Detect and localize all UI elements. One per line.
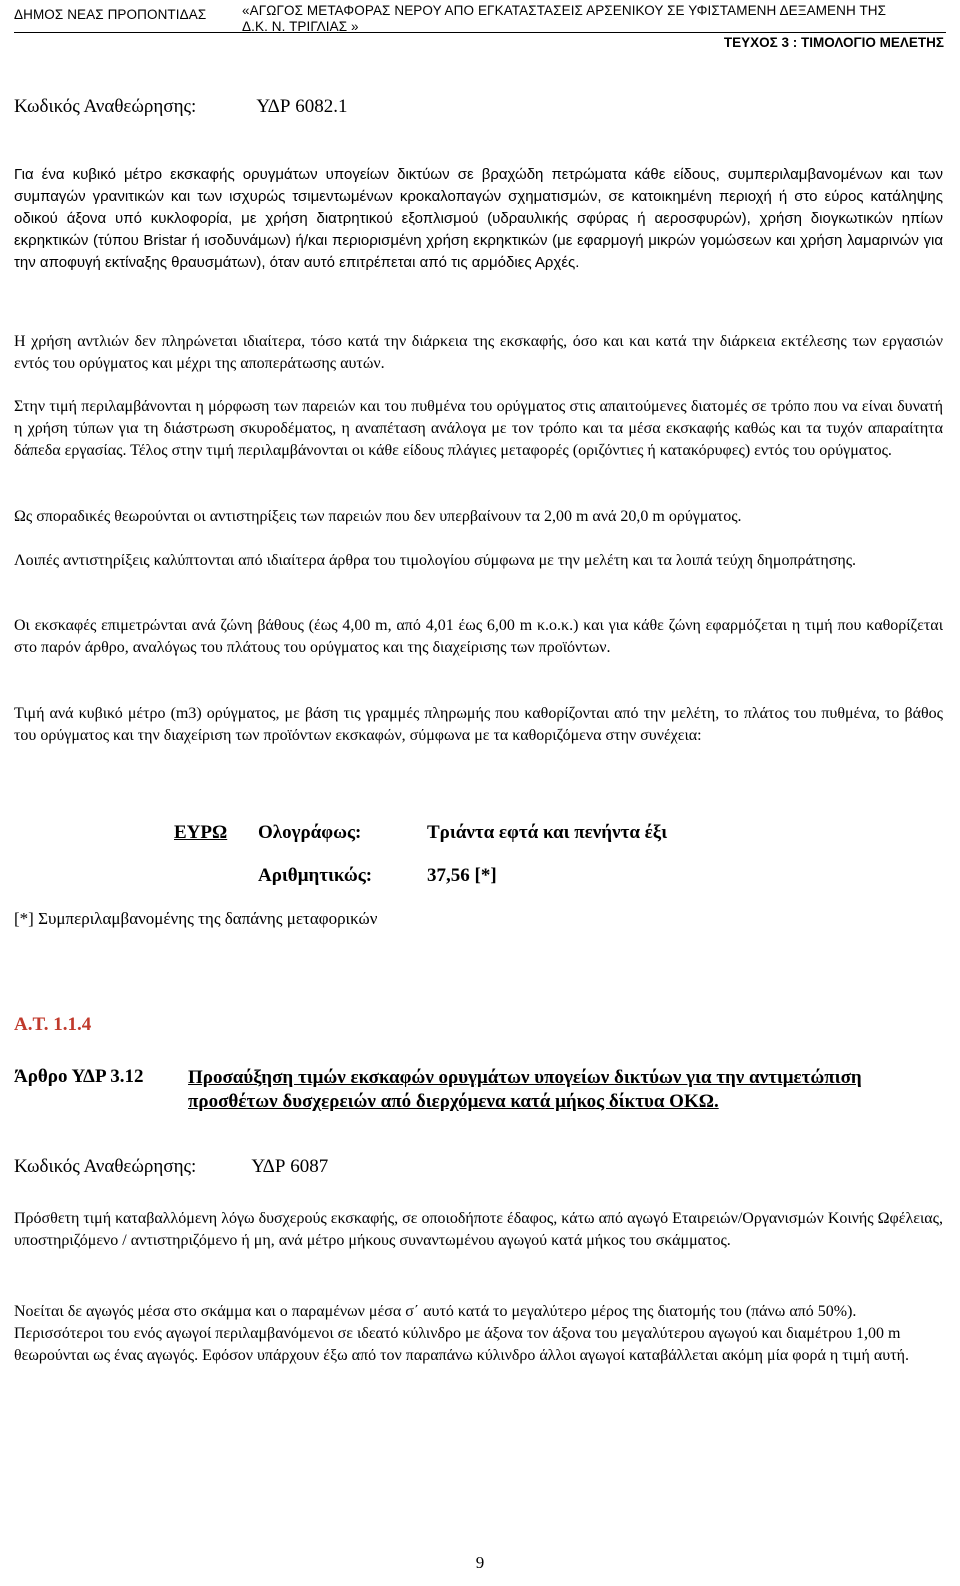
- paragraph-included-works: Στην τιμή περιλαμβάνονται η μόρφωση των παρειών και του πυθμένα του ορύγματος στις απαιτούμενες διατομές σε τρόπο που να είναι δυνατή η χρήση τύπων για τη διάστρωση σκυροδέματος, η αναπέταση ανάλογα με τον τρόπο και τα μέσα εκσκαφής καθώς και τα τυχόν απαραίτητα δάπεδα εργασίας. Τέλος στην τιμή περιλαμβάνονται οι κάθε είδους πλάγιες μεταφορές (οριζόντιες ή κατακόρυφες) εντός του ορύγματος.: [14, 398, 943, 459]
- revision-code-line: [14, 96, 943, 118]
- price-numeric-label: Αριθμητικώς:: [258, 865, 373, 886]
- paragraph-measurement: Οι εκσκαφές επιμετρώνται ανά ζώνη βάθους (έως 4,00 m, από 4,01 έως 6,00 m κ.ο.κ.) και για κάθε ζώνη εφαρμόζεται η τιμή που καθορίζεται στο παρόν άρθρο, αναλόγως του πλάτους του ορύγματος και της διαχείρισης των προϊόντων.: [14, 617, 943, 656]
- page-header: [14, 0, 946, 56]
- currency-label: ΕΥΡΩ: [174, 822, 228, 843]
- project-title-line2: Δ.Κ. Ν. ΤΡΙΓΛΙΑΣ »: [242, 19, 359, 34]
- paragraph-description: Για ένα κυβικό μέτρο εκσκαφής ορυγμάτων υπογείων δικτύων σε βραχώδη πετρώματα κάθε είδους, συμπεριλαμβανομένων και των συμπαγών γρανιτικών και των ισχυρώς τσιμεντωμένων κροκαλοπαγών σχηματισμών, σε κατοικημένη περιοχή ή στο εύρος κατάληψης οδικού άξονα υπό κυκλοφορία, με χρήση διατρητικού εξοπλισμού (υδραυλικής σφύρας ή αεροσφυρών), χρήση διογκωτικών ηπίων εκρηκτικών (τύπου Bristar ή ισοδυνάμων) ή/και περιορισμένη χρήση εκρηκτικών (με εφαρμογή μικρών γομώσεων και χρήση λαμαρινών για την αποφυγή εκτίναξης θραυσμάτων), όταν αυτό επιτρέπεται από τις αρμόδιες Αρχές.: [14, 166, 943, 271]
- project-title-line1: «ΑΓΩΓΟΣ ΜΕΤΑΦΟΡΑΣ ΝΕΡΟΥ ΑΠΟ ΕΓΚΑΤΑΣΤΑΣΕΙΣ ΑΡΣΕΝΙΚΟΥ ΣΕ ΥΦΙΣΤΑΜΕΝΗ ΔΕΞΑΜΕΝΗ ΤΗΣ: [242, 3, 887, 18]
- paragraph-additional-price: Πρόσθετη τιμή καταβαλλόμενη λόγω δυσχερούς εκσκαφής, σε οποιοδήποτε έδαφος, κάτω από αγωγό Εταιρειών/Οργανισμών Κοινής Ωφέλειας, υποστηριζόμενο / αντιστηριζόμενο ή μη, ανά μέτρο μήκους συναντωμένου αγωγού κατά μήκος του σκάμματος.: [14, 1210, 943, 1249]
- revision-label-2: Κωδικός Αναθεώρησης:: [14, 1156, 197, 1177]
- revision-label: Κωδικός Αναθεώρησης:: [14, 96, 197, 117]
- article-label: Άρθρο ΥΔΡ 3.12: [14, 1066, 144, 1087]
- volume-title: ΤΕΥΧΟΣ 3 : ΤΙΜΟΛΟΓΙΟ ΜΕΛΕΤΗΣ: [723, 35, 944, 50]
- revision-code: ΥΔΡ 6082.1: [256, 96, 348, 117]
- paragraph-other-supports: Λοιπές αντιστηρίξεις καλύπτονται από ιδιαίτερα άρθρα του τιμολογίου σύμφωνα με την μελέτη και τα λοιπά τεύχη δημοπράτησης.: [14, 552, 857, 569]
- price-numeric-value: 37,56 [*]: [427, 865, 497, 886]
- page-number: 9: [475, 1553, 485, 1572]
- municipality-name: ΔΗΜΟΣ ΝΕΑΣ ΠΡΟΠΟΝΤΙΔΑΣ: [14, 7, 207, 22]
- price-footnote: [*] Συμπεριλαμβανομένης της δαπάνης μεταφορικών: [14, 909, 378, 928]
- article-title: Προσαύξηση τιμών εκσκαφών ορυγμάτων υπογείων δικτύων για την αντιμετώπιση προσθέτων δυσχερειών από διερχόμενα κατά μήκος δίκτυα ΟΚΩ.: [188, 1067, 862, 1112]
- paragraph-pumps: Η χρήση αντλιών δεν πληρώνεται ιδιαίτερα, τόσο κατά την διάρκεια της εκσκαφής, όσο και και κατά την διάρκεια εκτέλεσης των εργασιών εντός του ορύγματος και μέχρι της αποπεράτωσης αυτών.: [14, 333, 943, 372]
- revision-code-2: ΥΔΡ 6087: [251, 1156, 329, 1177]
- paragraph-unit-price: Τιμή ανά κυβικό μέτρο (m3) ορύγματος, με βάση τις γραμμές πληρωμής που καθορίζονται από την μελέτη, το πλάτος του πυθμένα, το βάθος του ορύγματος και την διαχείριση των προϊόντων εκσκαφών, σύμφωνα με τα καθοριζόμενα στην συνέχεια:: [14, 705, 943, 744]
- paragraph-sporadic-supports: Ως σποραδικές θεωρούνται οι αντιστηρίξεις των παρειών που δεν υπερβαίνουν τα 2,00 m ανά 20,0 m ορύγματος.: [14, 508, 742, 525]
- revision-code-line-2: [14, 1156, 943, 1178]
- article-number-heading: Α.Τ. 1.1.4: [14, 1014, 92, 1035]
- project-title: [242, 3, 942, 35]
- price-words-label: Ολογράφως:: [258, 822, 362, 843]
- paragraph-pipe-definition: Νοείται δε αγωγός μέσα στο σκάμμα και ο παραμένων μέσα σ΄ αυτό κατά το μεγαλύτερο μέρος της διατομής του (πάνω από 50%). Περισσότεροι του ενός αγωγοί περιλαμβανόμενοι σε ιδεατό κύλινδρο με άξονα τον άξονα του μεγαλύτερου αγωγού και διαμέτρου 1,00 m θεωρούνται ως ένας αγωγός. Εφόσον υπάρχουν έξω από τον παραπάνω κύλινδρο άλλοι αγωγοί καταβάλλεται ακόμη μία φορά η τιμή αυτή.: [14, 1303, 910, 1364]
- price-words-value: Τριάντα εφτά και πενήντα έξι: [427, 822, 668, 843]
- header-divider: [14, 32, 946, 33]
